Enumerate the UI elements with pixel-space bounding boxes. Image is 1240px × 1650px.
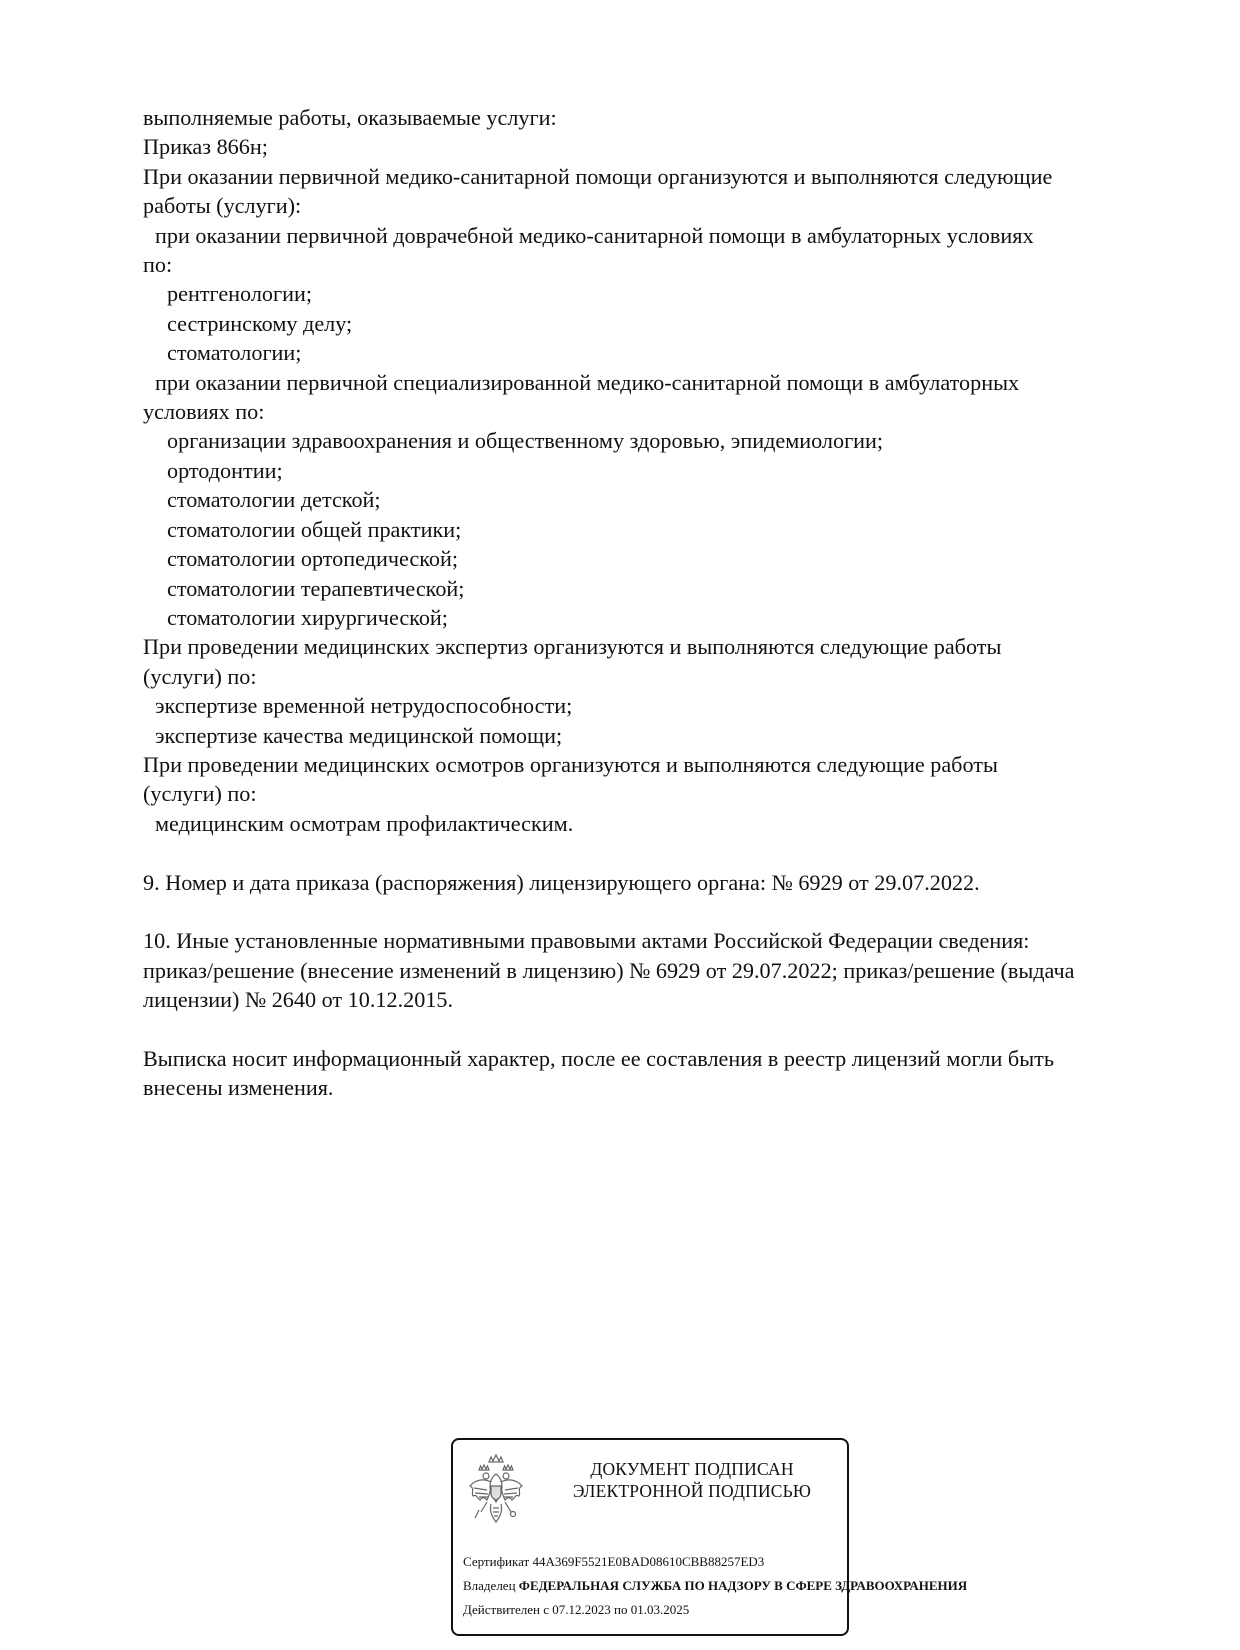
certificate-row [463, 1550, 853, 1574]
text-line: организации здравоохранения и общественному здоровью, эпидемиологии; [167, 428, 884, 454]
text-line: При оказании первичной медико-санитарной помощи организуются и выполняются следующие [143, 163, 1053, 189]
text-line: стоматологии детской; [167, 487, 381, 513]
text-line: при оказании первичной доврачебной медико-санитарной помощи в амбулаторных условиях [155, 222, 1034, 248]
text-line: 10. Иные установленные нормативными правовыми актами Российской Федерации сведения: [143, 928, 1030, 954]
text-line: Приказ 866н; [143, 134, 268, 160]
text-line: при оказании первичной специализированной медико-санитарной помощи в амбулаторных [155, 369, 1020, 395]
text-line: медицинским осмотрам профилактическим. [155, 810, 574, 836]
text-line: рентгенологии; [167, 281, 313, 307]
text-line: стоматологии; [167, 340, 302, 366]
certificate-label: Сертификат [463, 1554, 530, 1569]
text-line: При проведении медицинских осмотров организуются и выполняются следующие работы [143, 751, 998, 777]
document-body [143, 103, 1163, 1103]
text-line: При проведении медицинских экспертиз организуются и выполняются следующие работы [143, 634, 1002, 660]
text-line: стоматологии хирургической; [167, 604, 448, 630]
text-line: стоматологии ортопедической; [167, 546, 459, 572]
text-line: сестринскому делу; [167, 310, 353, 336]
text-line: 9. Номер и дата приказа (распоряжения) лицензирующего органа: № 6929 от 29.07.2022. [143, 869, 980, 895]
text-line: стоматологии общей практики; [167, 516, 462, 542]
text-line: (услуги) по: [143, 781, 257, 807]
blank-line [143, 897, 1163, 926]
stamp-title [543, 1458, 841, 1502]
text-line: экспертизе временной нетрудоспособности; [155, 693, 573, 719]
text-line: работы (услуги): [143, 193, 302, 219]
blank-line [143, 838, 1163, 867]
coat-of-arms-icon [465, 1452, 527, 1532]
text-line: Выписка носит информационный характер, после ее составления в реестр лицензий могли быть [143, 1045, 1054, 1071]
text-line: по: [143, 252, 173, 278]
text-line: условиях по: [143, 399, 265, 425]
electronic-signature-stamp [451, 1438, 968, 1636]
text-line: лицензии) № 2640 от 10.12.2015. [143, 987, 454, 1013]
owner-row [463, 1574, 968, 1598]
stamp-title-line-1: ДОКУМЕНТ ПОДПИСАН [590, 1459, 794, 1479]
text-line: внесены изменения. [143, 1075, 334, 1101]
stamp-info [463, 1550, 968, 1622]
owner-label: Владелец [463, 1578, 516, 1593]
owner-value: ФЕДЕРАЛЬНАЯ СЛУЖБА ПО НАДЗОРУ В СФЕРЕ ЗДРАВООХРАНЕНИЯ [518, 1578, 968, 1593]
validity-row: Действителен с 07.12.2023 по 01.03.2025 [463, 1602, 690, 1617]
text-line: экспертизе качества медицинской помощи; [155, 722, 563, 748]
stamp-title-line-2: ЭЛЕКТРОННОЙ ПОДПИСЬЮ [572, 1481, 812, 1501]
text-line: (услуги) по: [143, 663, 257, 689]
certificate-value: 44A369F5521E0BAD08610CBB88257ED3 [532, 1554, 765, 1569]
text-line: ортодонтии; [167, 457, 283, 483]
text-line: приказ/решение (внесение изменений в лицензию) № 6929 от 29.07.2022; приказ/решение (выдача [143, 957, 1075, 983]
blank-line [143, 1015, 1163, 1044]
text-line: выполняемые работы, оказываемые услуги: [143, 105, 557, 130]
text-line: стоматологии терапевтической; [167, 575, 465, 601]
